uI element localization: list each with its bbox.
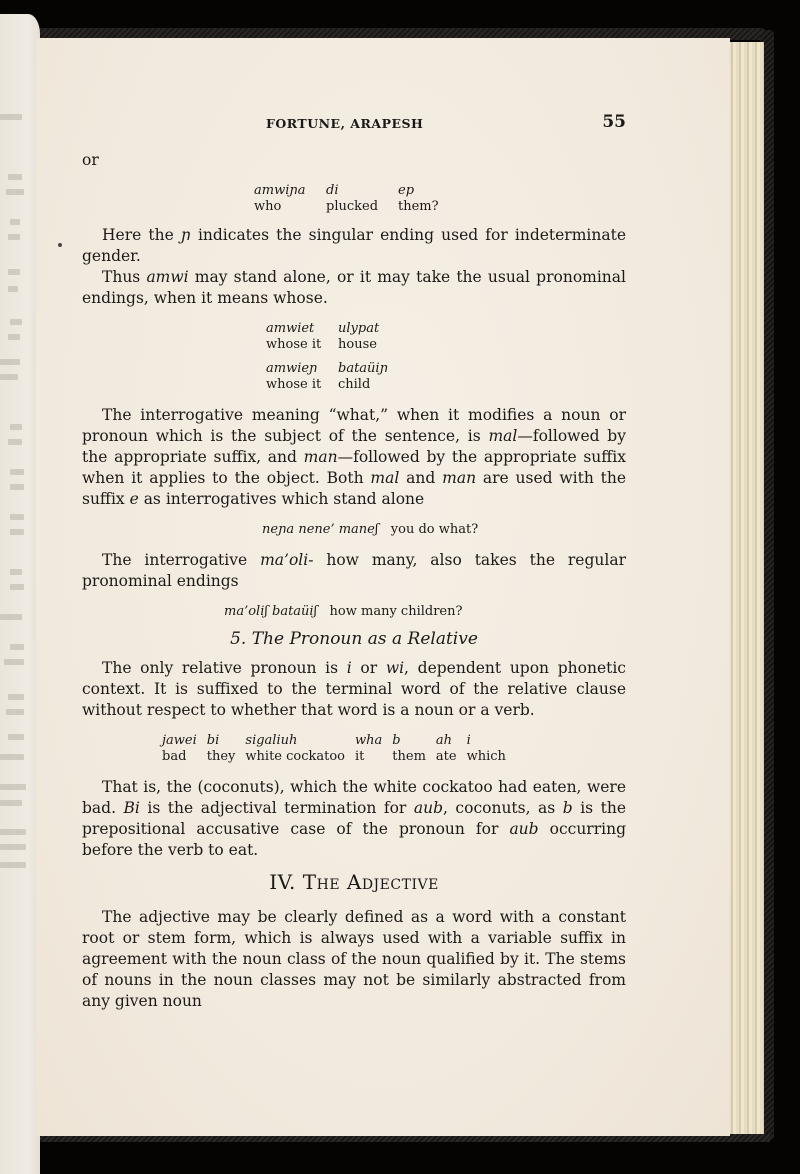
gloss-word: child: [338, 377, 371, 392]
italic-term: amwi: [146, 268, 189, 286]
native-word: di: [326, 183, 339, 198]
page-number: 55: [602, 112, 626, 132]
native-word: b: [392, 733, 401, 748]
text-run: The only relative pronoun is: [102, 659, 347, 677]
text-run: how many, also takes the regular pronominal endings: [82, 551, 626, 590]
example-how-many-children: [224, 604, 626, 620]
paragraph-amwi: [82, 267, 626, 309]
paragraph-adjective: The adjective may be clearly defined as a word with a constant root or stem form, which is always used with a variable suffix in agreement with the noun class of the noun qualified by it. The stems of nouns in the noun classes may not be similarly abstracted from any given noun: [82, 908, 626, 1010]
example-who-plucked: [254, 183, 626, 215]
native-phrase: neɲa nene’ maneʃ: [262, 522, 379, 537]
gloss-word: whose it: [266, 377, 322, 392]
running-header: [82, 112, 626, 138]
text-run: , dependent upon phonetic context. It is suffixed to the terminal word of the relative clause without respect to whether that word is a noun or a verb.: [82, 659, 626, 719]
gloss-word: it: [355, 749, 365, 764]
paragraph-interrogative-what: [82, 405, 626, 510]
text-run: as interrogatives which stand alone: [138, 490, 425, 508]
example-you-do-what: [262, 522, 626, 538]
text-run: is the prepositional accusative case of the pronoun for: [82, 799, 626, 838]
native-word: i: [466, 733, 471, 748]
italic-term: ɲ: [180, 226, 191, 244]
paragraph-indeterminate-gender: [82, 225, 626, 267]
gloss-phrase: how many children?: [329, 604, 463, 619]
gloss-phrase: you do what?: [390, 522, 479, 537]
text-run: —followed by the appropriate suffix, and: [82, 427, 626, 466]
example-whose: [266, 321, 626, 393]
italic-term: mal: [370, 469, 400, 487]
text-run: are used with the suffix: [82, 469, 627, 508]
section-numeral: IV.: [269, 870, 296, 894]
native-word: ep: [398, 183, 415, 198]
native-word: bataüiɲ: [338, 361, 388, 376]
gloss-word: them?: [398, 199, 439, 214]
paragraph-coconuts: [82, 777, 626, 861]
italic-term: ma’oli-: [260, 551, 314, 569]
gloss-word: ate: [435, 749, 457, 764]
subsection-heading: 5. The Pronoun as a Relative: [230, 629, 478, 649]
gloss-word: whose it: [266, 337, 322, 352]
native-word: amwiɲa: [254, 183, 306, 198]
italic-term: aub: [413, 799, 443, 817]
italic-term: e: [129, 490, 139, 508]
text-run: The interrogative meaning “what,” when it modifies a noun or pronoun which is the subject of the sentence, is: [82, 406, 626, 445]
text-run: may stand alone, or it may take the usual pronominal endings, when it means whose.: [82, 268, 626, 307]
native-word: bi: [206, 733, 220, 748]
gloss-word: plucked: [326, 199, 379, 214]
text-run: and: [399, 469, 443, 487]
previous-page-edge: [0, 14, 40, 1174]
italic-term: Bi: [123, 799, 140, 817]
gloss-word: they: [206, 749, 236, 764]
text-run: occurring before the verb to eat.: [82, 820, 626, 859]
italic-term: man: [442, 469, 477, 487]
book-page: [36, 38, 730, 1136]
paragraph-relative-pronoun: [82, 658, 626, 721]
or-line: or: [82, 151, 99, 169]
text-run: The interrogative: [102, 551, 261, 569]
running-title: FORTUNE, ARAPESH: [266, 116, 424, 131]
text-run: That is, the (coconuts), which the white cockatoo had eaten, were bad.: [82, 778, 626, 817]
italic-term: man: [303, 448, 338, 466]
native-word: ulypat: [338, 321, 380, 336]
paragraph-how-many: [82, 550, 626, 592]
page-content: [82, 112, 626, 1012]
native-phrase: ma’oliʃ bataüiʃ: [224, 604, 318, 619]
italic-term: b: [562, 799, 573, 817]
text-run: or: [351, 659, 386, 677]
text-run: Thus: [102, 268, 147, 286]
native-word: sigaliuh: [245, 733, 298, 748]
gloss-word: which: [466, 749, 506, 764]
text-run: —followed by the appropriate suffix when it applies to the object. Both: [82, 448, 627, 487]
native-word: amwiet: [266, 321, 315, 336]
gloss-word: house: [338, 337, 377, 352]
example-white-cockatoo: [162, 733, 626, 765]
native-word: amwieɲ: [266, 361, 318, 376]
italic-term: i: [346, 659, 352, 677]
italic-term: mal: [488, 427, 518, 445]
gloss-word: bad: [162, 749, 187, 764]
section-heading: [82, 869, 626, 895]
gloss-word: white cockatoo: [245, 749, 346, 764]
text-run: Here the: [102, 226, 181, 244]
text-run: is the adjectival termination for: [139, 799, 414, 817]
gloss-word: them: [392, 749, 426, 764]
gloss-word: who: [254, 199, 282, 214]
italic-term: wi: [385, 659, 405, 677]
native-word: jawei: [162, 733, 197, 748]
text-run: , coconuts, as: [443, 799, 563, 817]
page-block-edges: [728, 42, 764, 1134]
native-word: ah: [435, 733, 453, 748]
section-title: The Adjective: [302, 870, 439, 894]
print-speck: [58, 243, 62, 247]
italic-term: aub: [509, 820, 539, 838]
text-run: indicates the singular ending used for indeterminate gender.: [82, 226, 626, 265]
native-word: wha: [355, 733, 383, 748]
